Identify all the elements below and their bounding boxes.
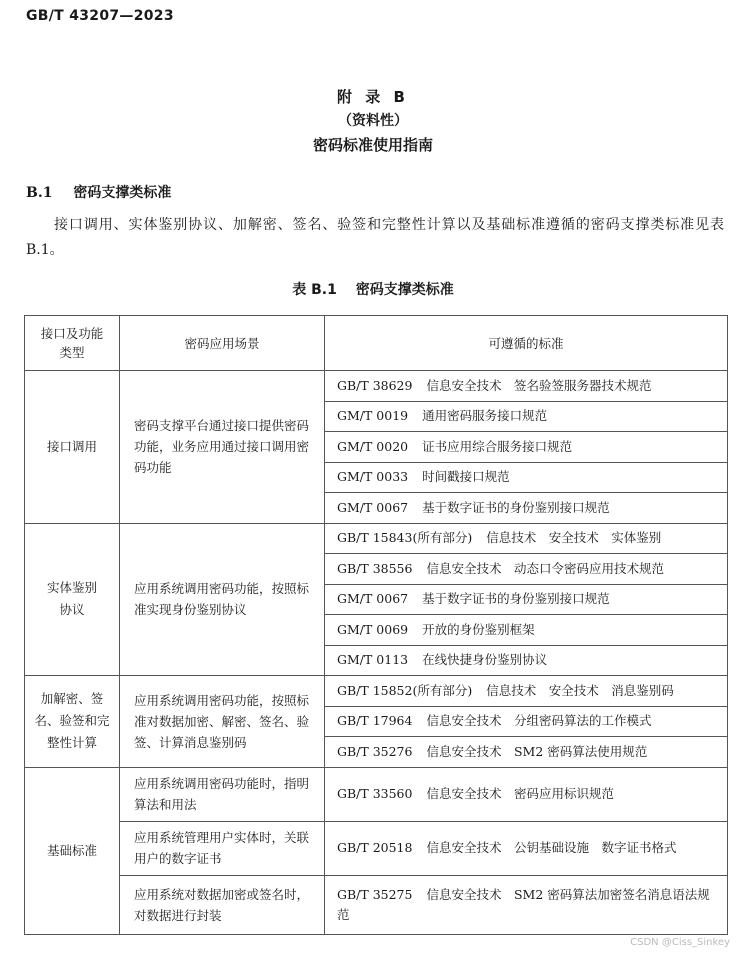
standard-code: GB/T 20518 xyxy=(337,840,413,855)
standard-code: GM/T 0069 xyxy=(337,621,409,637)
section-number: B.1 xyxy=(26,185,53,201)
standard-cell xyxy=(325,767,728,821)
table-row xyxy=(25,371,728,402)
table-header-row xyxy=(25,316,728,371)
table-row xyxy=(25,767,728,821)
standard-name: 开放的身份鉴别框架 xyxy=(422,621,535,637)
standard-code: GB/T 33560 xyxy=(337,786,413,801)
standard-name: 信息安全技术 签名验签服务器技术规范 xyxy=(426,377,652,393)
scene-cell: 应用系统调用密码功能时，指明算法和用法 xyxy=(120,767,325,821)
scene-cell: 应用系统对数据加密或签名时，对数据进行封装 xyxy=(120,875,325,934)
standard-code: GM/T 0033 xyxy=(337,469,409,485)
header-type: 接口及功能类型 xyxy=(25,316,120,371)
standard-name: 信息安全技术 SM2 密码算法加密签名消息语法规范 xyxy=(337,886,710,922)
type-cell: 接口调用 xyxy=(25,371,120,524)
standard-code: GB/T 35275 xyxy=(337,886,413,902)
standard-cell xyxy=(325,821,728,875)
standard-name: 通用密码服务接口规范 xyxy=(422,408,548,424)
standard-cell xyxy=(325,432,728,463)
standard-cell xyxy=(325,645,728,676)
standard-name: 信息技术 安全技术 消息鉴别码 xyxy=(486,682,674,698)
table-row xyxy=(25,875,728,934)
standard-name: 信息安全技术 动态口令密码应用技术规范 xyxy=(426,560,664,576)
standard-id: GB/T 43207—2023 xyxy=(26,8,174,24)
table-title: 密码支撑类标准 xyxy=(355,282,454,298)
standard-name: 证书应用综合服务接口规范 xyxy=(422,438,573,454)
standard-code: GM/T 0020 xyxy=(337,438,409,454)
type-cell: 加解密、签名、验签和完整性计算 xyxy=(25,676,120,768)
table-caption xyxy=(0,279,746,299)
scene-cell: 密码支撑平台通过接口提供密码功能，业务应用通过接口调用密码功能 xyxy=(120,371,325,524)
standard-name: 信息技术 安全技术 实体鉴别 xyxy=(486,530,662,546)
section-heading xyxy=(26,182,171,202)
standard-cell xyxy=(325,371,728,402)
standard-code: GM/T 0067 xyxy=(337,499,409,515)
standard-cell xyxy=(325,875,728,934)
standard-cell xyxy=(325,462,728,493)
appendix-nature: （资料性） xyxy=(338,113,408,129)
scene-cell: 应用系统调用密码功能，按照标准对数据加密、解密、签名、验签、计算消息鉴别码 xyxy=(120,676,325,768)
header-scene: 密码应用场景 xyxy=(120,316,325,371)
standard-code: GB/T 35276 xyxy=(337,743,413,759)
standard-cell xyxy=(325,584,728,615)
type-cell: 实体鉴别协议 xyxy=(25,523,120,676)
scene-cell: 应用系统管理用户实体时，关联用户的数字证书 xyxy=(120,821,325,875)
table-number: 表 B.1 xyxy=(292,282,337,298)
header-standard: 可遵循的标准 xyxy=(325,316,728,371)
standard-name: 信息安全技术 公钥基础设施 数字证书格式 xyxy=(426,840,677,855)
table-row xyxy=(25,523,728,554)
standard-cell xyxy=(325,676,728,707)
section-paragraph: 接口调用、实体鉴别协议、加解密、签名、验签和完整性计算以及基础标准遵循的密码支撑类标准见表 B.1。 xyxy=(26,217,724,258)
standards-table xyxy=(24,315,728,935)
standard-cell xyxy=(325,737,728,768)
standard-cell xyxy=(325,554,728,585)
standard-name: 时间戳接口规范 xyxy=(422,469,510,485)
table-row xyxy=(25,821,728,875)
standard-name: 基于数字证书的身份鉴别接口规范 xyxy=(422,499,610,515)
standard-name: 信息安全技术 分组密码算法的工作模式 xyxy=(426,713,652,729)
standard-cell xyxy=(325,401,728,432)
standard-cell xyxy=(325,706,728,737)
standard-code: GM/T 0067 xyxy=(337,591,409,607)
standard-code: GB/T 15852(所有部分) xyxy=(337,682,473,698)
appendix-heading: 密码标准使用指南 xyxy=(312,136,433,154)
standard-code: GB/T 38556 xyxy=(337,560,413,576)
standard-code: GM/T 0019 xyxy=(337,408,409,424)
standard-cell xyxy=(325,523,728,554)
appendix-title: 附 录 B xyxy=(337,88,409,106)
standard-code: GB/T 38629 xyxy=(337,377,413,393)
standard-name: 信息安全技术 密码应用标识规范 xyxy=(426,786,614,801)
table-row xyxy=(25,676,728,707)
standard-cell xyxy=(325,615,728,646)
standard-name: 基于数字证书的身份鉴别接口规范 xyxy=(422,591,610,607)
scene-cell: 应用系统调用密码功能，按照标准实现身份鉴别协议 xyxy=(120,523,325,676)
section-title: 密码支撑类标准 xyxy=(73,185,172,201)
standard-cell xyxy=(325,493,728,524)
standard-name: 信息安全技术 SM2 密码算法使用规范 xyxy=(426,743,648,759)
standard-code: GB/T 17964 xyxy=(337,713,413,729)
standard-name: 在线快捷身份鉴别协议 xyxy=(422,652,548,668)
standard-code: GB/T 15843(所有部分) xyxy=(337,530,473,546)
type-cell: 基础标准 xyxy=(25,767,120,934)
watermark: CSDN @Ciss_Sinkey xyxy=(630,937,730,948)
standard-code: GM/T 0113 xyxy=(337,652,409,668)
